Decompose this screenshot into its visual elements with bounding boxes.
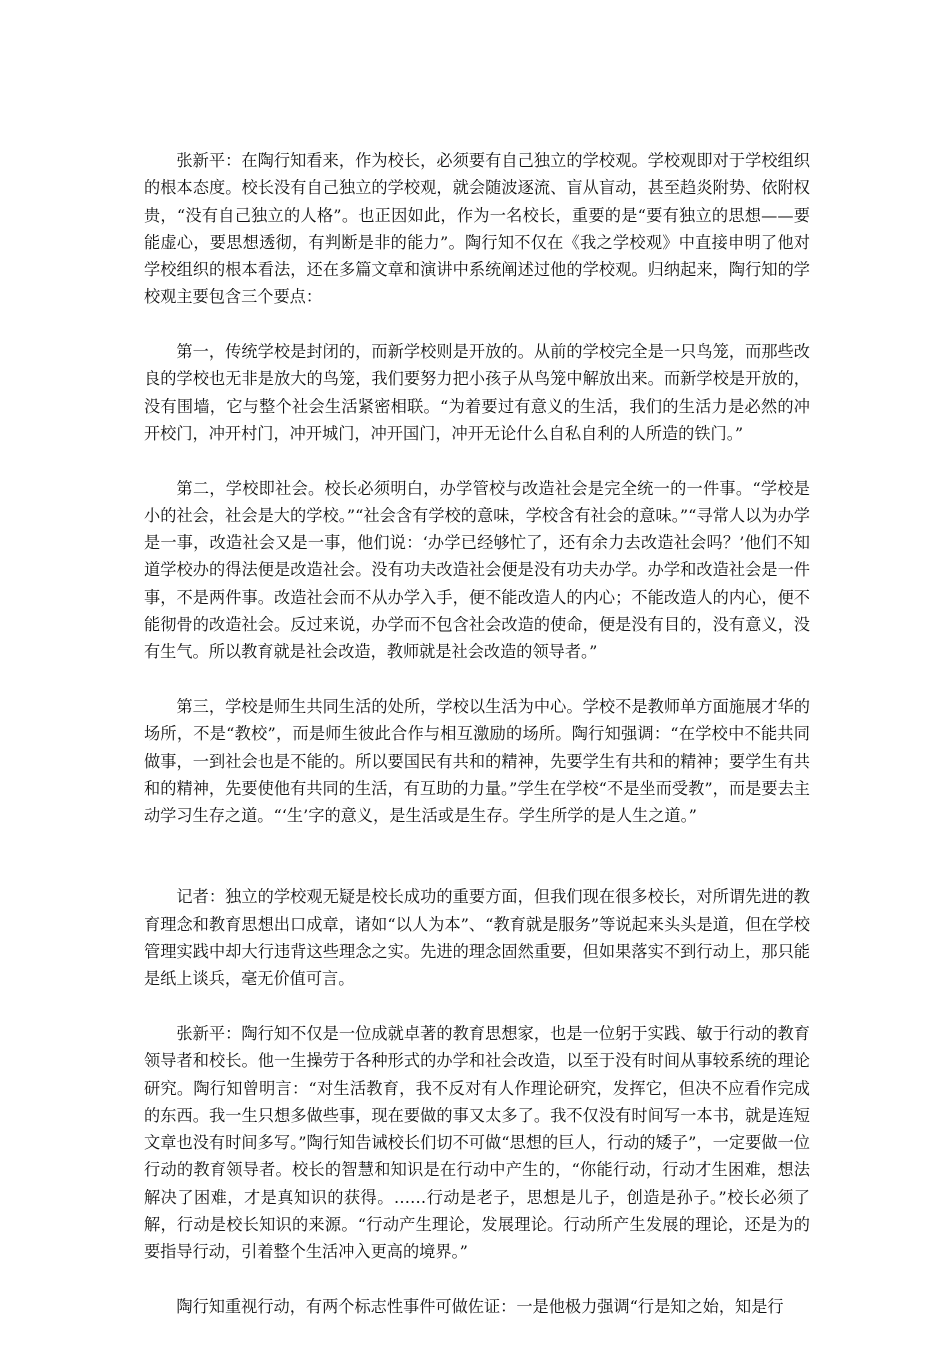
paragraph-action-leader: 张新平：陶行知不仅是一位成就卓著的教育思想家，也是一位躬于实践、敏于行动的教育领导者和校长。他一生操劳于各种形式的办学和社会改造，以至于没有时间从事较系统的理论研究。陶行知曾明言：“对生活教育，我不反对有人作理论研究，发挥它，但决不应看作完成的东西。我一生只想多做些事，现在要做的事又太多了。我不仅没有时间写一本书，就是连短文章也没有时间多写。”陶行知告诫校长们切不可做“思想的巨人，行动的矮子”，一定要做一位行动的教育领导者。校长的智慧和知识是在行动中产生的，“你能行动，行动才生困难，想法解决了困难，才是真知识的获得。……行动是老子，思想是儿子，创造是孙子。”校长必须了解，行动是校长知识的来源。“行动产生理论，发展理论。行动所产生发展的理论，还是为的要指导行动，引着整个生活冲入更高的境界。” bbox=[144, 1023, 810, 1262]
paragraph-action-evidence: 陶行知重视行动，有两个标志性事件可做佐证：一是他极力强调“行是知之始，知是行 bbox=[176, 1296, 784, 1316]
paragraph-point-one-open-school: 第一，传统学校是封闭的，而新学校则是开放的。从前的学校完全是一只鸟笼，而那些改良的学校也无非是放大的鸟笼，我们要努力把小孩子从鸟笼中解放出来。而新学校是开放的，没有围墙，它与整个社会生活紧密相联。“为着要过有意义的生活，我们的生活力是必然的冲开校门，冲开村门，冲开城门，冲开国门，冲开无论什么自私自利的人所造的铁门。” bbox=[144, 342, 810, 443]
paragraph-point-two-school-is-society: 第二，学校即社会。校长必须明白，办学管校与改造社会是完全统一的一件事。“学校是小的社会，社会是大的学校。”“社会含有学校的意味，学校含有社会的意味。”“寻常人以为办学是一事，改造社会又是一事，他们说：‘办学已经够忙了，还有余力去改造社会吗？’他们不知道学校办的得法便是改造社会。没有功夫改造社会便是没有功夫办学。办学和改造社会是一件事，不是两件事。改造社会而不从办学入手，便不能改造人的内心；不能改造人的内心，便不能彻骨的改造社会。反过来说，办学而不包含社会改造的使命，便是没有目的，没有意义，没有生气。所以教育就是社会改造，教师就是社会改造的领导者。” bbox=[144, 478, 810, 662]
document-page bbox=[144, 147, 810, 1347]
paragraph-reporter-question: 记者：独立的学校观无疑是校长成功的重要方面，但我们现在很多校长，对所谓先进的教育理念和教育思想出口成章，诸如“以人为本”、“教育就是服务”等说起来头头是道，但在学校管理实践中却大行违背这些理念之实。先进的理念固然重要，但如果落实不到行动上，那只能是纸上谈兵，毫无价值可言。 bbox=[144, 887, 810, 989]
paragraph-point-three-shared-life: 第三，学校是师生共同生活的处所，学校以生活为中心。学校不是教师单方面施展才华的场所，不是“教校”，而是师生彼此合作与相互激励的场所。陶行知强调：“在学校中不能共同做事，一到社会也是不能的。所以要国民有共和的精神，先要学生有共和的精神；要学生有共和的精神，先要使他有共同的生活，有互助的力量。”学生在学校“不是坐而受教”，而是要去主动学习生存之道。“‘生’字的意义，是生活或是生存。学生所学的是人生之道。” bbox=[144, 696, 810, 826]
paragraph-school-view-intro: 张新平：在陶行知看来，作为校长，必须要有自己独立的学校观。学校观即对于学校组织的根本态度。校长没有自己独立的学校观，就会随波逐流、盲从盲动，甚至趋炎附势、依附权贵，“没有自己独立的人格”。也正因如此，作为一名校长，重要的是“要有独立的思想——要能虚心，要思想透彻，有判断是非的能力”。陶行知不仅在《我之学校观》中直接申明了他对学校组织的根本看法，还在多篇文章和演讲中系统阐述过他的学校观。归纳起来，陶行知的学校观主要包含三个要点： bbox=[144, 151, 810, 307]
